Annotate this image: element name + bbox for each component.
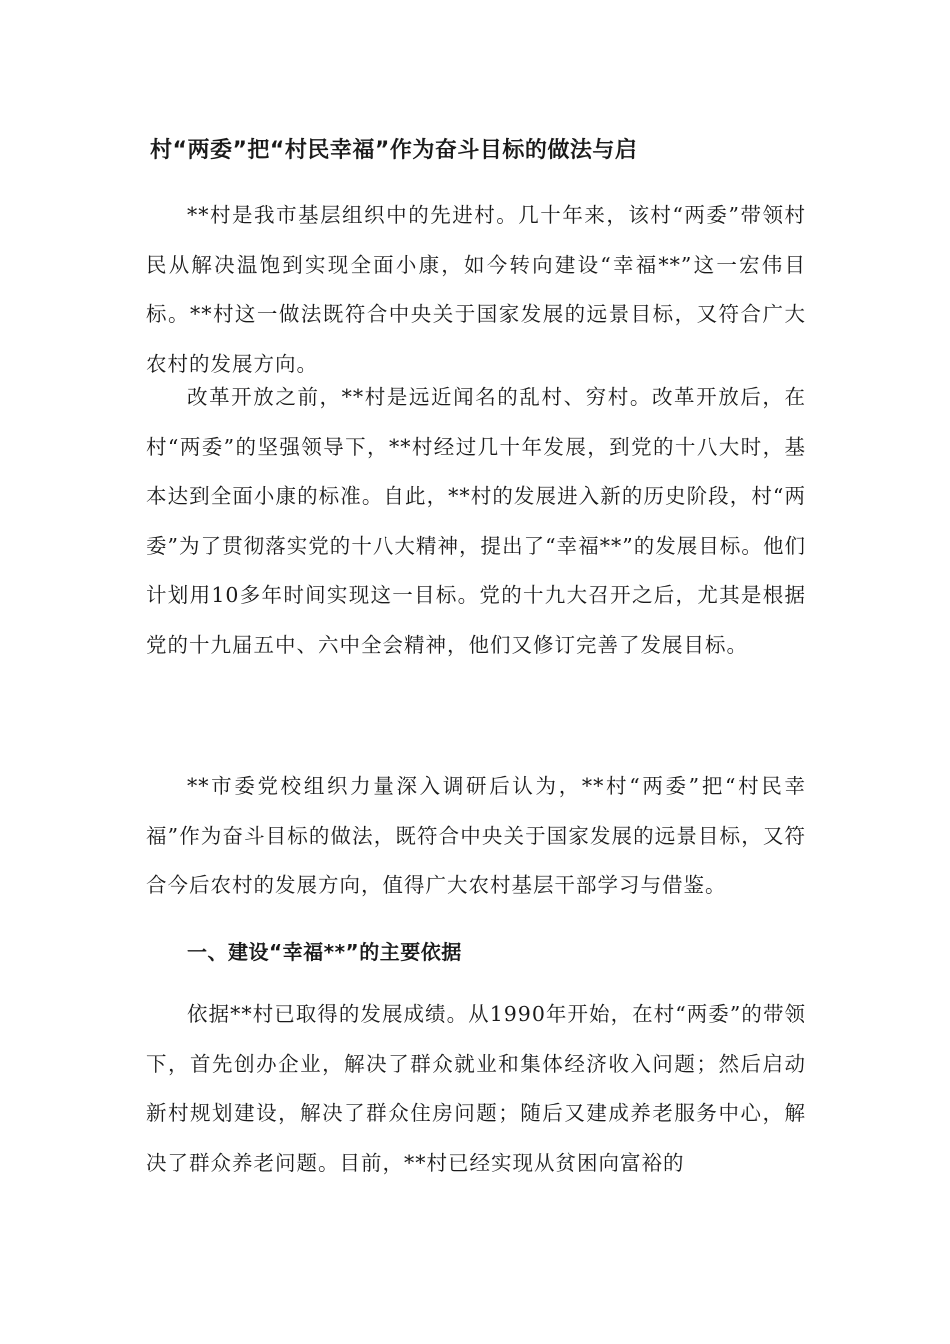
section-heading: 一、建设“幸福**”的主要依据 bbox=[187, 940, 462, 964]
section-paragraph: 依据**村已取得的发展成绩。从1990年开始，在村“两委”的带领下，首先创办企业，解决了群众就业和集体经济收入问题；然后启动新村规划建设，解决了群众住房问题；随后又建成养老服务中心，解决了群众养老问题。目前，**村已经实现从贫困向富裕的 bbox=[146, 1002, 806, 1175]
paragraph-intro: **村是我市基层组织中的先进村。几十年来，该村“两委”带领村民从解决温饱到实现全面小康，如今转向建设“幸福**”这一宏伟目标。**村这一做法既符合中央关于国家发展的远景目标，又符合广大农村的发展方向。 bbox=[146, 203, 806, 376]
paragraph-assessment: **市委党校组织力量深入调研后认为，**村“两委”把“村民幸福”作为奋斗目标的做法，既符合中央关于国家发展的远景目标，又符合今后农村的发展方向，值得广大农村基层干部学习与借鉴。 bbox=[146, 774, 806, 897]
paragraph-history: 改革开放之前，**村是远近闻名的乱村、穷村。改革开放后，在村“两委”的坚强领导下，**村经过几十年发展，到党的十八大时，基本达到全面小康的标准。自此，**村的发展进入新的历史阶段，村“两委”为了贯彻落实党的十八大精神，提出了“幸福**”的发展目标。他们计划用10多年时间实现这一目标。党的十九大召开之后，尤其是根据党的十九届五中、六中全会精神，他们又修订完善了发展目标。 bbox=[146, 385, 806, 657]
document-title: 村“两委”把“村民幸福”作为奋斗目标的做法与启 bbox=[150, 138, 638, 163]
